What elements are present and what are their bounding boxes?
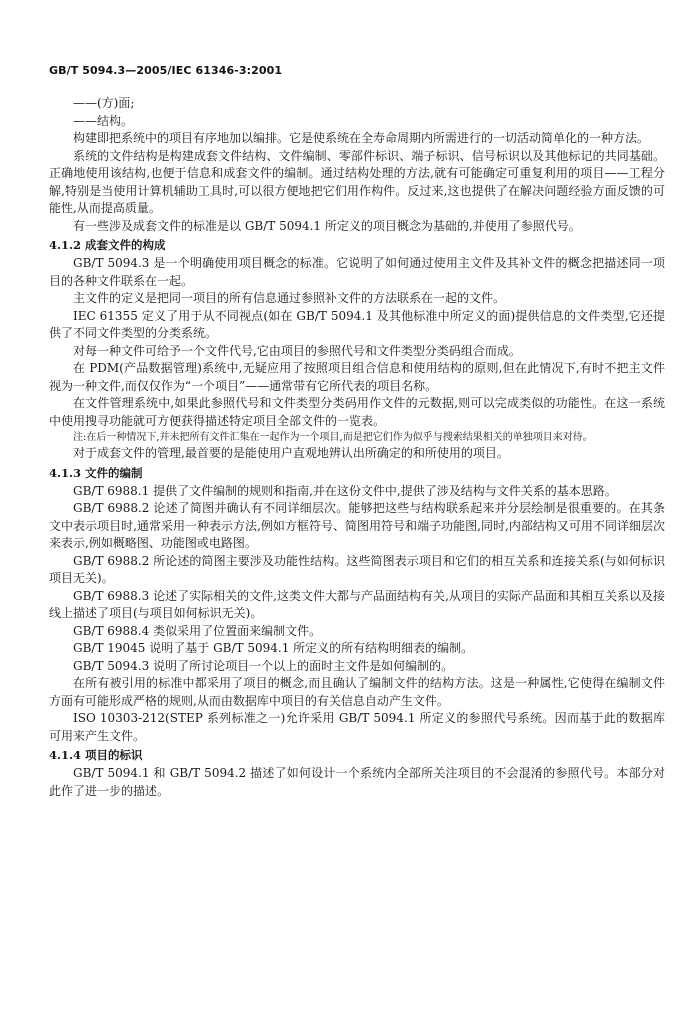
body-paragraph: 主文件的定义是把同一项目的所有信息通过参照补文件的方法联系在一起的文件。 bbox=[73, 291, 506, 305]
body-paragraph: 在所有被引用的标准中都采用了项目的概念,而且确认了编制文件的结构方法。这是一种属性,它使得在编制文件方面有可能形成严格的规则,从而由数据库中项目的有关信息自动产生文件。 bbox=[49, 676, 665, 708]
body-paragraph: 对每一种文件可给予一个文件代号,它由项目的参照代号和文件类型分类码组合而成。 bbox=[73, 343, 521, 358]
section-heading: 4.1.3 文件的编制 bbox=[49, 465, 143, 480]
list-item: ——结构。 bbox=[73, 113, 134, 128]
body-paragraph: 系统的文件结构是构建成套文件结构、文件编制、零部件标识、端子标识、信号标识以及其他标记的共同基础。正确地使用该结构,也便于信息和成套文件的编制。通过结构处理的方法,就有可能确定可重复利用的项目——工程分解,特别是当使用计算机辅助工具时,可以很方便地把它们用作构件。反过来,这也提供了在解决问题经验方面反馈的可能性,从而提高质量。 bbox=[49, 148, 665, 215]
body-paragraph: GB/T 6988.2 所论述的简图主要涉及功能性结构。这些简图表示项目和它们的相互关系和连接关系(与如何标识项目无关)。 bbox=[49, 553, 665, 585]
section-heading: 4.1.2 成套文件的构成 bbox=[49, 238, 166, 252]
body-paragraph: 有一些涉及成套文件的标准是以 GB/T 5094.1 所定义的项目概念为基础的,并使用了参照代号。 bbox=[73, 218, 581, 233]
body-paragraph: GB/T 5094.3 说明了所讨论项目一个以上的面时主文件是如何编制的。 bbox=[73, 658, 454, 673]
note-paragraph: 注:在后一种情况下,并未把所有文件汇集在一起作为一个项目,而是把它们作为似乎与搜索结果相关的单独项目来对待。 bbox=[73, 432, 593, 443]
body-paragraph: GB/T 6988.2 论述了简图并确认有不同详细层次。能够把这些与结构联系起来并分层绘制是很重要的。在其条文中表示项目时,通常采用一种表示方法,例如方框符号、简图用符号和端子功能图,同时,内部结构又可用不同详细层次来表示,例如概略图、功能图或电路图。 bbox=[49, 501, 665, 550]
body-paragraph: 构建即把系统中的项目有序地加以编排。它是使系统在全寿命周期内所需进行的一切活动简单化的一种方法。 bbox=[73, 131, 650, 145]
body-paragraph: GB/T 5094.1 和 GB/T 5094.2 描述了如何设计一个系统内全部所关注项目的不会混淆的参照代号。本部分对此作了进一步的描述。 bbox=[49, 766, 665, 798]
section-heading: 4.1.4 项目的标识 bbox=[49, 748, 143, 762]
body-paragraph: IEC 61355 定义了用于从不同视点(如在 GB/T 5094.1 及其他标准中所定义的面)提供信息的文件类型,它还提供了不同文件类型的分类系统。 bbox=[49, 308, 665, 340]
body-paragraph: ISO 10303-212(STEP 系列标准之一)允许采用 GB/T 5094.1 所定义的参照代号系统。因而基于此的数据库可用来产生文件。 bbox=[49, 711, 665, 743]
body-paragraph: GB/T 19045 说明了基于 GB/T 5094.1 所定义的所有结构明细表的编制。 bbox=[73, 641, 474, 655]
body-paragraph: GB/T 6988.4 类似采用了位置面来编制文件。 bbox=[73, 623, 322, 638]
body-paragraph: 对于成套文件的管理,最首要的是能使用户直观地辨认出所确定的和所使用的项目。 bbox=[73, 446, 509, 460]
document-body bbox=[49, 95, 665, 800]
body-paragraph: 在文件管理系统中,如果此参照代号和文件类型分类码用作文件的元数据,则可以完成类似的功能性。在这一系统中使用搜寻功能就可方便获得描述特定项目全部文件的一览表。 bbox=[49, 396, 665, 428]
body-paragraph: GB/T 6988.1 提供了文件编制的规则和指南,并在这份文件中,提供了涉及结构与文件关系的基本思路。 bbox=[73, 483, 617, 498]
body-paragraph: GB/T 5094.3 是一个明确使用项目概念的标准。它说明了如何通过使用主文件及其补文件的概念把描述同一项目的各种文件联系在一起。 bbox=[49, 256, 665, 288]
body-paragraph: GB/T 6988.3 论述了实际相关的文件,这类文件大都与产品面结构有关,从项目的实际产品面和其相互关系以及接线上描述了项目(与项目如何标识无关)。 bbox=[49, 588, 665, 620]
list-item: ——(方)面; bbox=[73, 96, 135, 110]
standard-header: GB/T 5094.3—2005/IEC 61346-3:2001 bbox=[49, 64, 283, 77]
body-paragraph: 在 PDM(产品数据管理)系统中,无疑应用了按照项目组合信息和使用结构的原则,但在此情况下,有时不把主文件视为一种文件,而仅仅作为“一个项目”——通常带有它所代表的项目名称。 bbox=[49, 361, 665, 393]
